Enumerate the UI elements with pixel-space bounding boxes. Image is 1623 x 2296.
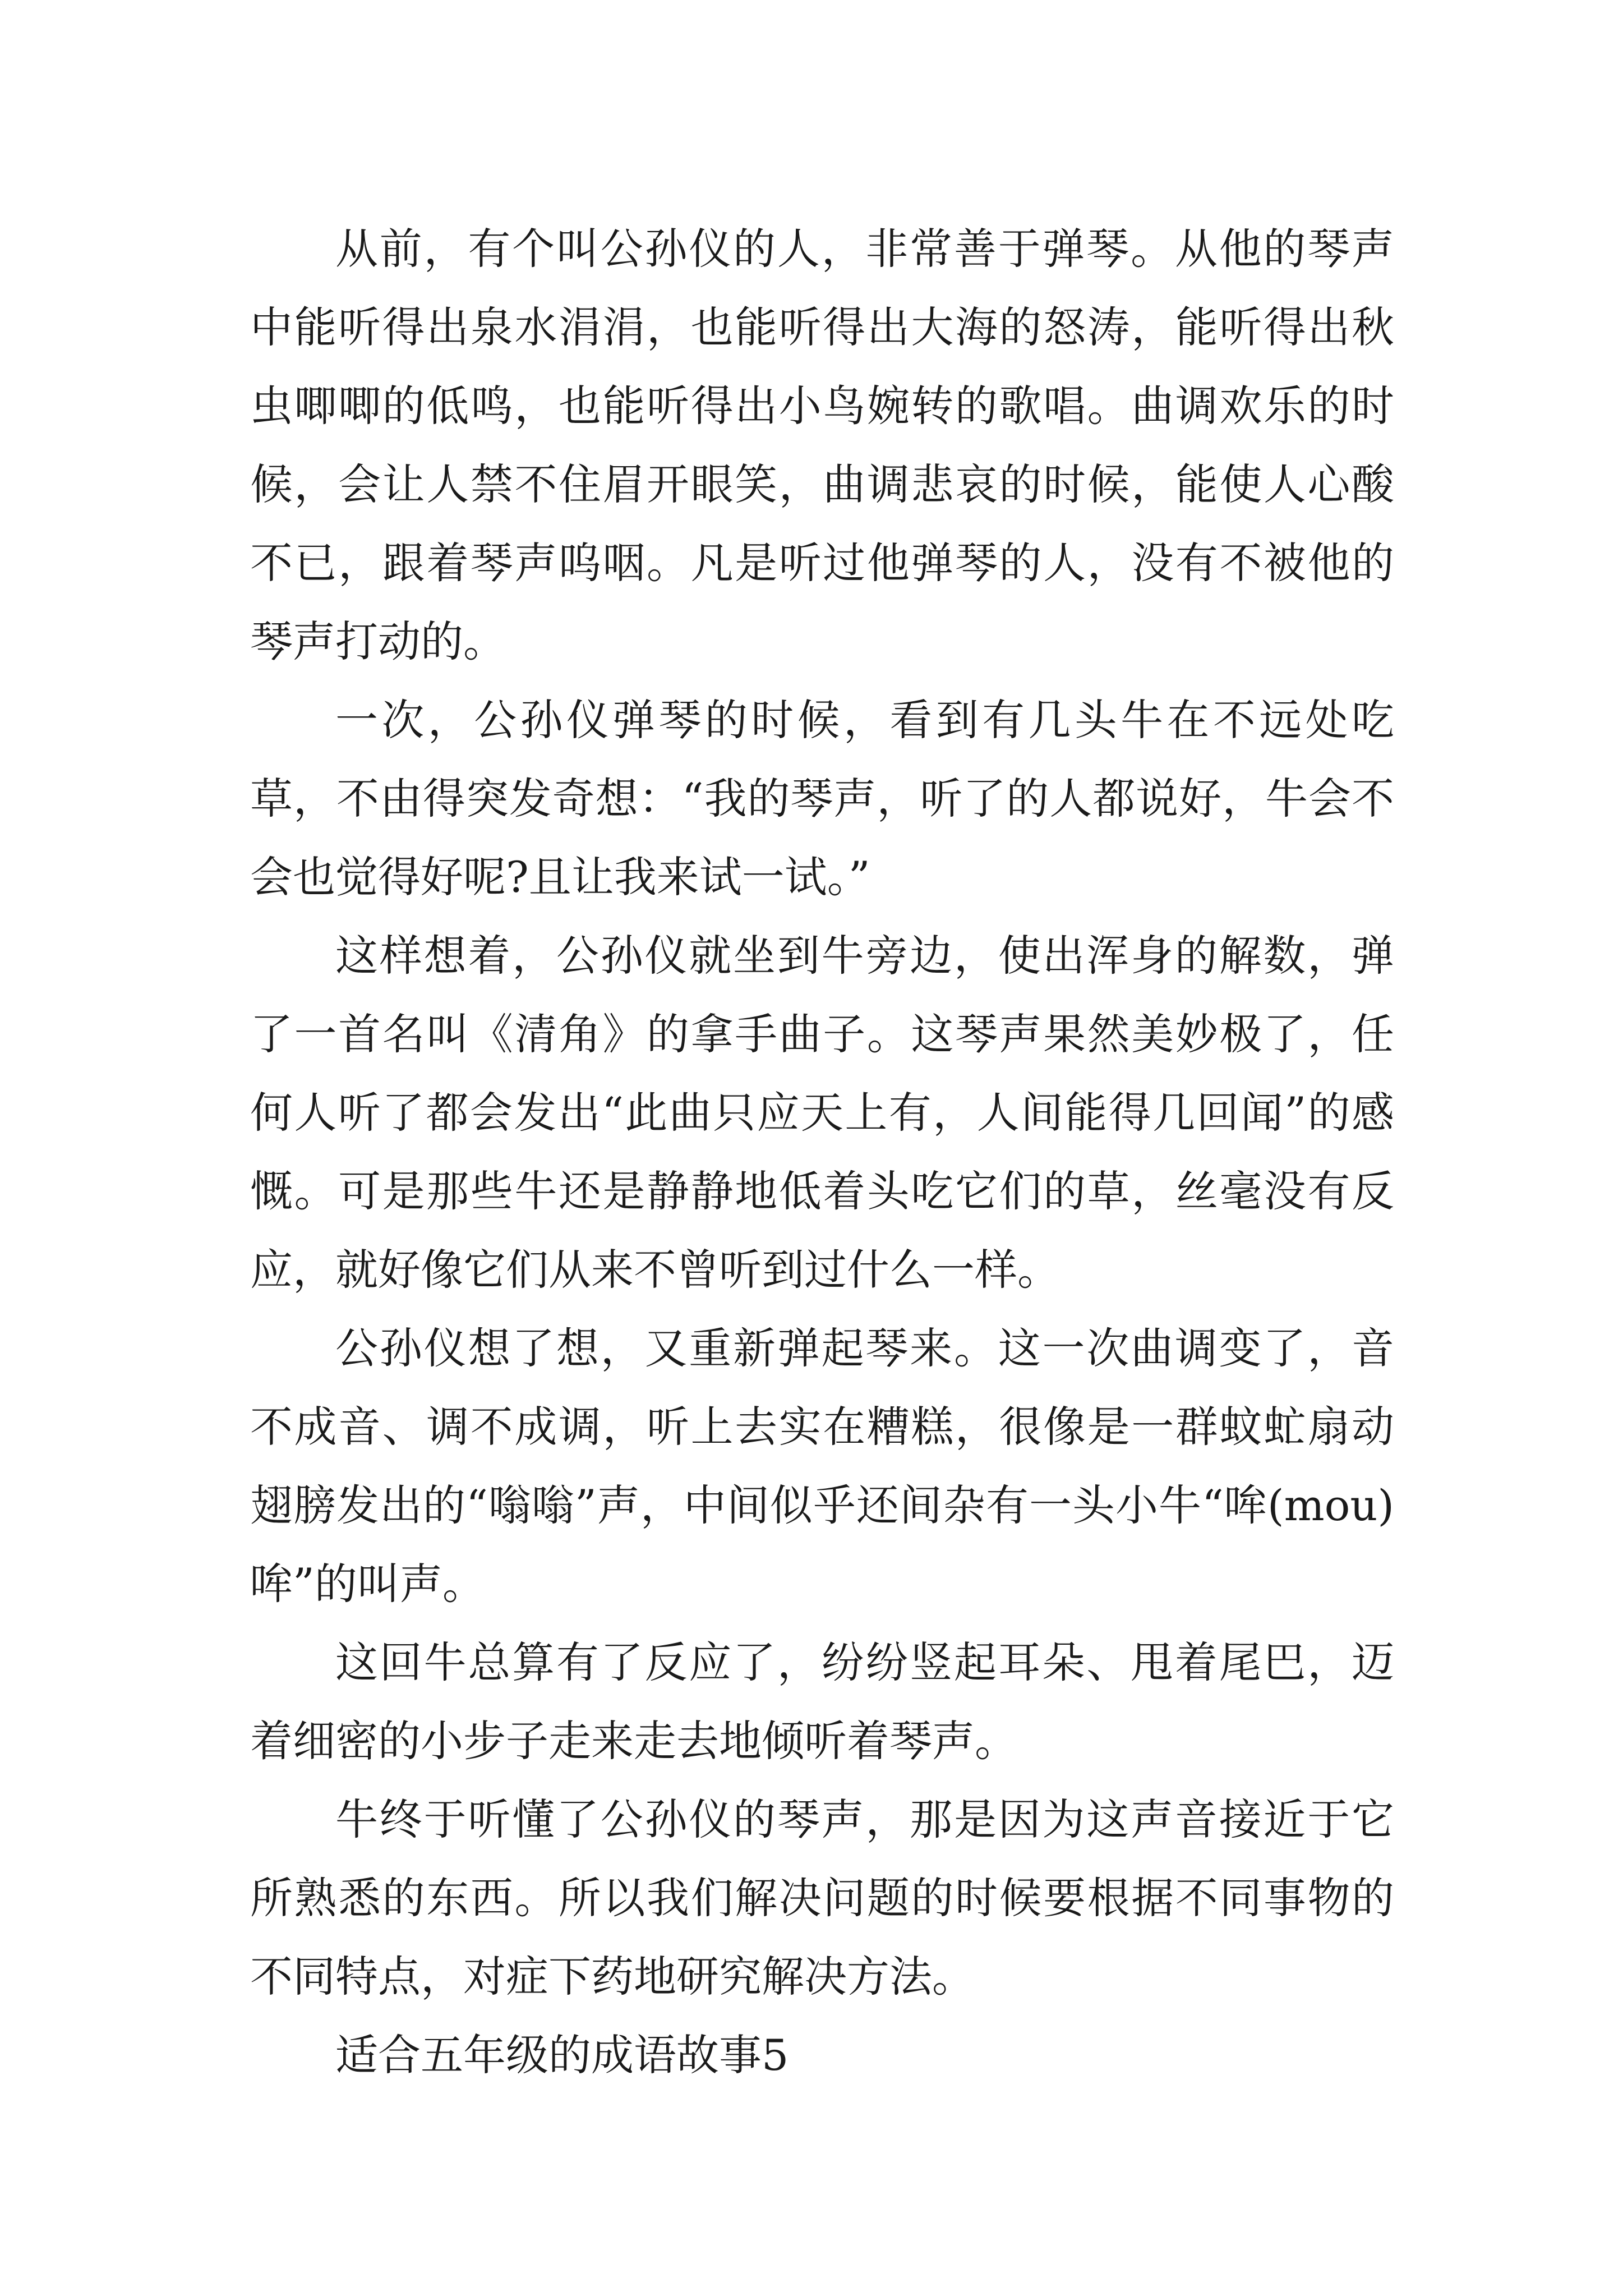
section-heading: 适合五年级的成语故事5 [335, 2030, 789, 2080]
paragraph-intro: 从前，有个叫公孙仪的人，非常善于弹琴。从他的琴声中能听得出泉水涓涓，也能听得出大海的怒涛，能听得出秋虫唧唧的低鸣，也能听得出小鸟婉转的歌唱。曲调欢乐的时候，会让人禁不住眉开眼笑，曲调悲哀的时候，能使人心酸不已，跟着琴声呜咽。凡是听过他弹琴的人，没有不被他的琴声打动的。 [250, 224, 1394, 666]
paragraph-moral: 牛终于听懂了公孙仪的琴声，那是因为这声音接近于它所熟悉的东西。所以我们解决问题的时候要根据不同事物的不同特点，对症下药地研究解决方法。 [250, 1795, 1394, 2001]
paragraph-idea: 一次，公孙仪弹琴的时候，看到有几头牛在不远处吃草，不由得突发奇想：“我的琴声，听了的人都说好，牛会不会也觉得好呢?且让我来试一试。” [250, 695, 1394, 902]
paragraph-first-song: 这样想着，公孙仪就坐到牛旁边，使出浑身的解数，弹了一首名叫《清角》的拿手曲子。这琴声果然美妙极了，任何人听了都会发出“此曲只应天上有，人间能得几回闻”的感慨。可是那些牛还是静静地低着头吃它们的草，丝毫没有反应，就好像它们从来不曾听到过什么一样。 [250, 931, 1394, 1295]
document-body [250, 210, 1394, 2095]
paragraph-second-song: 公孙仪想了想，又重新弹起琴来。这一次曲调变了，音不成音、调不成调，听上去实在糟糕，很像是一群蚊虻扇动翅膀发出的“嗡嗡”声，中间似乎还间杂有一头小牛“哞(mou)哞”的叫声。 [250, 1323, 1394, 1609]
paragraph-reaction: 这回牛总算有了反应了，纷纷竖起耳朵、甩着尾巴，迈着细密的小步子走来走去地倾听着琴声。 [250, 1637, 1394, 1766]
